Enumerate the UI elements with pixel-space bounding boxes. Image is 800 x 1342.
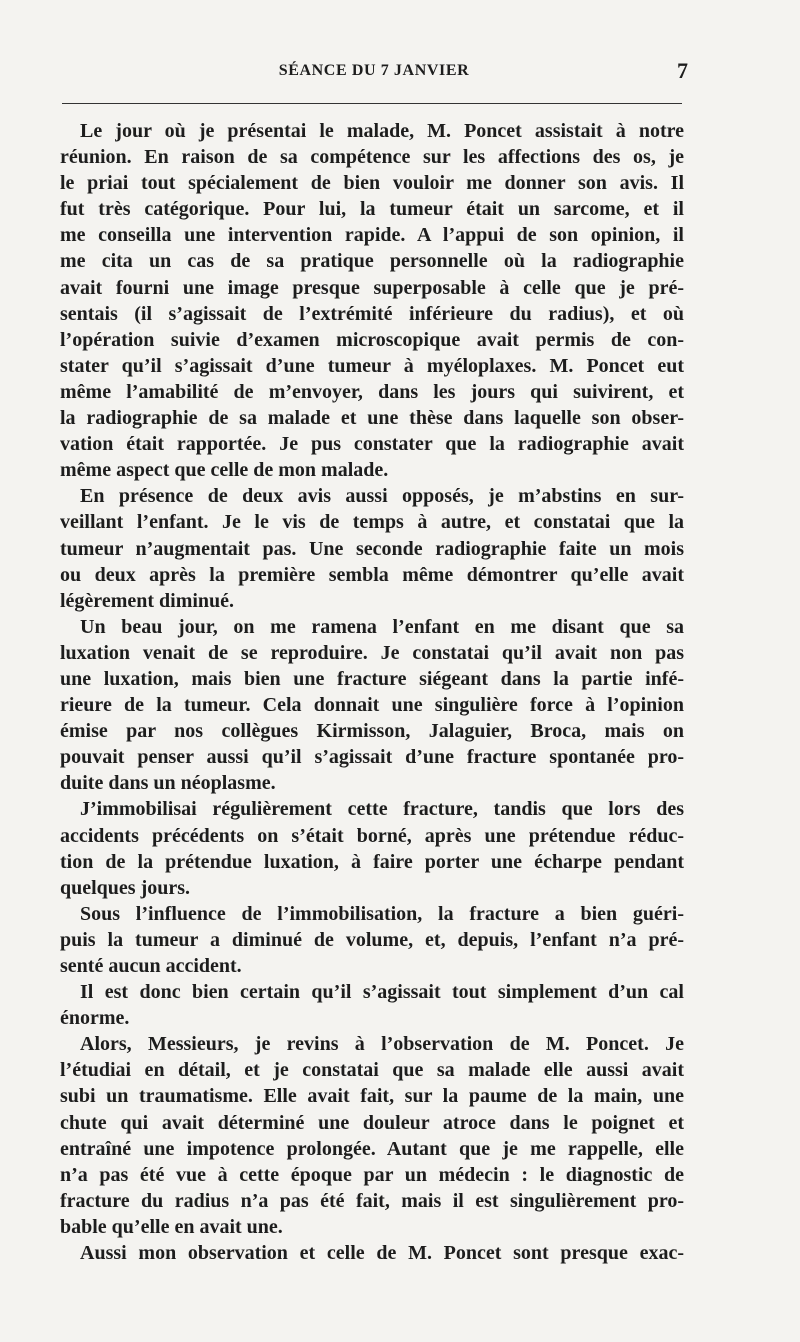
text-line: stater qu’il s’agissait d’une tumeur à myéloplaxes. M. Poncet eut — [60, 354, 684, 377]
text-line: Un beau jour, on me ramena l’enfant en me disant que sa — [80, 615, 684, 638]
text-line: fracture du radius n’a pas été fait, mais il est singulièrement pro- — [60, 1189, 684, 1212]
text-line: réunion. En raison de sa compétence sur les affections des os, je — [60, 146, 684, 169]
text-line: Aussi mon observation et celle de M. Poncet sont presque exac- — [80, 1242, 684, 1265]
text-line: accidents précédents on s’était borné, après une prétendue réduc- — [60, 824, 684, 847]
text-line: Il est donc bien certain qu’il s’agissait tout simplement d’un cal — [80, 981, 684, 1004]
text-line: duite dans un néoplasme. — [60, 772, 276, 795]
text-line: même l’amabilité de m’envoyer, dans les jours qui suivirent, et — [60, 380, 684, 403]
text-line: chute qui avait déterminé une douleur atroce dans le poignet et — [60, 1111, 684, 1134]
text-line: entraîné une impotence prolongée. Autant que je me rappelle, elle — [60, 1137, 684, 1160]
text-line: veillant l’enfant. Je le vis de temps à autre, et constatai que la — [60, 511, 684, 534]
text-line: même aspect que celle de mon malade. — [60, 459, 389, 482]
running-header — [60, 58, 688, 90]
text-line: émise par nos collègues Kirmisson, Jalaguier, Broca, mais on — [60, 720, 684, 743]
text-line: sentais (il s’agissait de l’extrémité inférieure du radius), et où — [60, 302, 684, 325]
text-line: le priai tout spécialement de bien vouloir me donner son avis. Il — [60, 172, 684, 195]
text-line: légèrement diminué. — [60, 589, 235, 612]
text-line: me conseilla une intervention rapide. A l’appui de son opinion, il — [60, 224, 684, 247]
text-line: Sous l’influence de l’immobilisation, la fracture a bien guéri- — [80, 902, 684, 925]
text-line: l’opération suivie d’examen microscopique avait permis de con- — [60, 328, 684, 351]
text-line: n’a pas été vue à cette époque par un médecin : le diagnostic de — [60, 1163, 684, 1186]
text-line: subi un traumatisme. Elle avait fait, sur la paume de la main, une — [60, 1085, 684, 1108]
running-title: SÉANCE DU 7 JANVIER — [278, 62, 470, 79]
text-line: quelques jours. — [60, 876, 191, 899]
page-number: 7 — [677, 58, 688, 83]
text-line: l’étudiai en détail, et je constatai que sa malade elle aussi avait — [60, 1059, 684, 1082]
text-line: tion de la prétendue luxation, à faire porter une écharpe pendant — [60, 850, 684, 873]
text-line: fut très catégorique. Pour lui, la tumeur était un sarcome, et il — [60, 198, 684, 221]
header-divider — [62, 103, 682, 104]
text-line: avait fourni une image presque superposable à celle que je pré- — [60, 276, 684, 299]
body-text — [60, 118, 684, 1266]
text-line: luxation venait de se reproduire. Je constatai qu’il avait non pas — [60, 641, 684, 664]
text-line: tumeur n’augmentait pas. Une seconde radiographie faite un mois — [60, 537, 684, 560]
text-line: rieure de la tumeur. Cela donnait une singulière force à l’opinion — [60, 694, 684, 717]
text-line: En présence de deux avis aussi opposés, je m’abstins en sur- — [80, 485, 684, 508]
text-line: pouvait penser aussi qu’il s’agissait d’une fracture spontanée pro- — [60, 746, 684, 769]
text-line: senté aucun accident. — [60, 955, 242, 977]
text-line: Alors, Messieurs, je revins à l’observation de M. Poncet. Je — [80, 1033, 684, 1056]
text-line: bable qu’elle en avait une. — [60, 1215, 283, 1238]
text-line: me cita un cas de sa pratique personnelle où la radiographie — [60, 250, 684, 273]
text-line: une luxation, mais bien une fracture siégeant dans la partie infé- — [60, 667, 684, 690]
text-line: la radiographie de sa malade et une thèse dans laquelle son obser- — [60, 407, 684, 430]
text-line: vation était rapportée. Je pus constater que la radiographie avait — [60, 433, 684, 456]
text-line: puis la tumeur a diminué de volume, et, depuis, l’enfant n’a pré- — [60, 928, 684, 951]
text-line: énorme. — [60, 1007, 130, 1030]
text-line: ou deux après la première sembla même démontrer qu’elle avait — [60, 563, 684, 586]
text-line: J’immobilisai régulièrement cette fracture, tandis que lors des — [80, 798, 684, 821]
text-line: Le jour où je présentai le malade, M. Poncet assistait à notre — [80, 120, 684, 142]
